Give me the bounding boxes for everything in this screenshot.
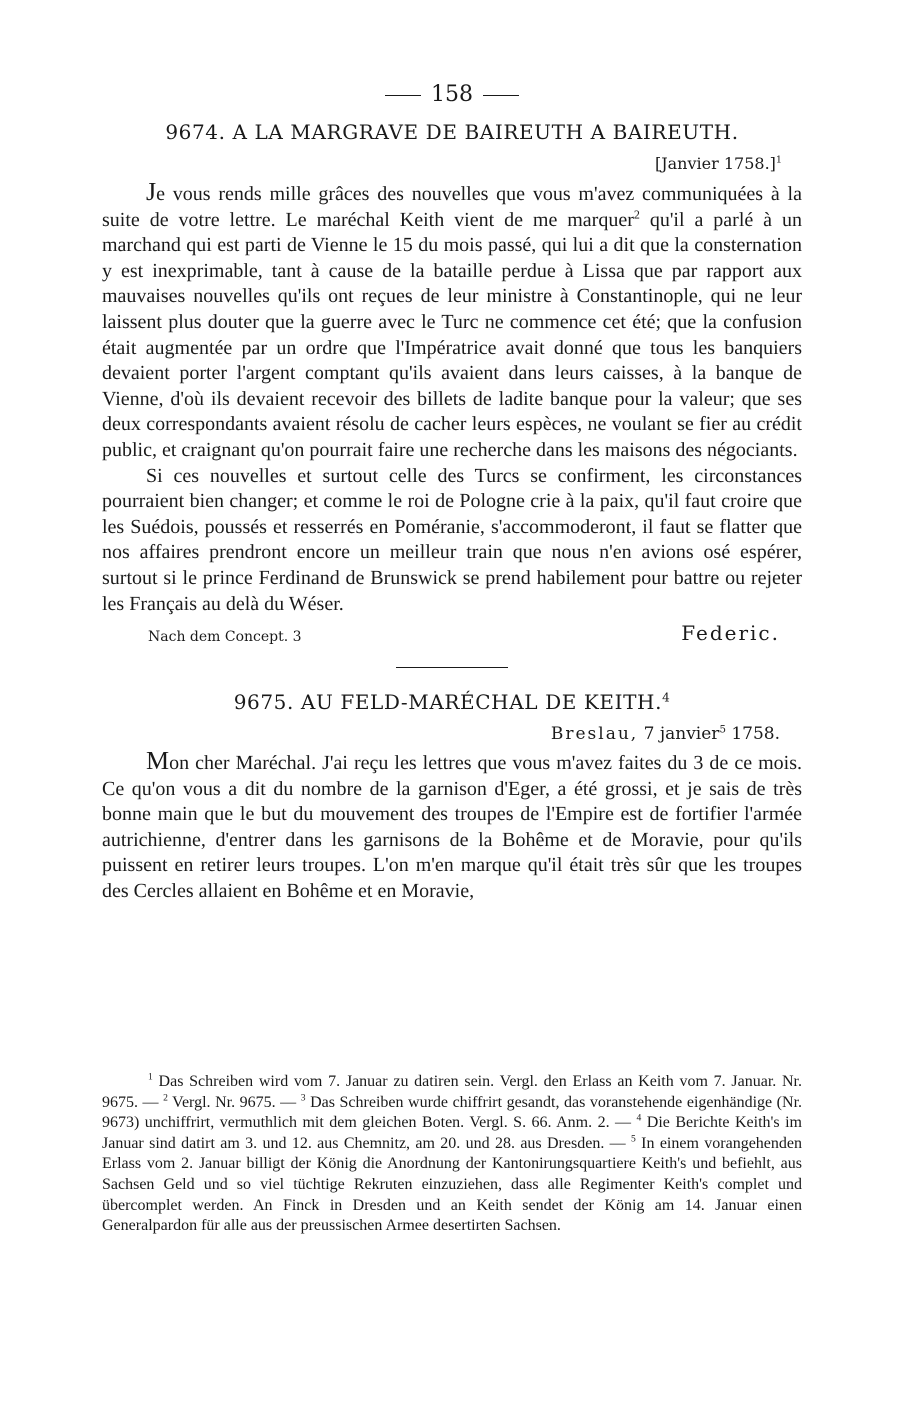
letter-9674-paragraph-1 bbox=[102, 179, 802, 464]
letter-9675-year: 1758. bbox=[731, 724, 780, 745]
letter-9674-signature: Federic. bbox=[681, 621, 780, 646]
page-number-line bbox=[102, 80, 802, 110]
letter-9674-closing bbox=[102, 621, 802, 651]
footnotes bbox=[102, 1072, 802, 1237]
page-number-dash-left bbox=[385, 95, 421, 96]
footnote-ref-1: 1 bbox=[775, 154, 782, 166]
letter-9675-title-text: 9675. AU FELD-MARÉCHAL DE KEITH. bbox=[233, 690, 663, 715]
footnote-ref-4: 4 bbox=[662, 690, 671, 705]
footnote-mark-3: 3 bbox=[300, 1092, 306, 1104]
footnote-mark-4: 4 bbox=[636, 1112, 642, 1124]
footnote-5: In einem vorangehenden Erlass vom 2. Januar billigt der König die Anordnung der Kantonirungsquartiere Keith's und befiehlt, aus Sachsen Geld und so viel tüchtige Rekruten einzuziehen, dass alle Regimenter Keith's complet und übercomplet werden. An Finck in Dresden und an Keith sendet der König am 14. Januar einen Generalpardon für alle aus der preussischen Armee desertirten Sachsen. bbox=[102, 1134, 803, 1235]
footnote-mark-1: 1 bbox=[148, 1071, 153, 1083]
letter-9674-paragraph-1-text: Je vous rends mille grâces des nouvelles que vous m'avez communiquées à la suite de votre lettre. Le maréchal Keith vient de me marquer bbox=[102, 177, 802, 231]
letter-9675-dateline bbox=[102, 724, 780, 744]
footnote-ref-3: 3 bbox=[292, 629, 302, 646]
letter-9674-paragraph-1-rest: qu'il a parlé à un marchand qui est parti de Vienne le 15 du mois passé, qui lui a dit que la consternation y est inexprimable, tant à cause de la bataille perdue à Lissa que par rapport aux mauvaises nouvelles qu'ils ont reçues de leur ministre à Constantinople, qui ne leur laissent plus douter que la guerre avec le Turc ne commence cet été; que la confusion était augmentée par un ordre que l'Impératrice avait donné que tous les banquiers devaient porter l'argent comptant qu'ils avaient dans leurs caisses, à la banque de Vienne, d'où ils devaient recevoir des billets de ladite banque pour la valeur; que ses deux correspondants avaient résolu de cacher leurs espèces, ne voulant se fier au crédit public, et craignant qu'on pourrait faire une recherche dans les maisons des négociants. bbox=[102, 208, 802, 461]
letter-9674-source bbox=[148, 629, 302, 645]
letter-9675-date: 7 janvier bbox=[643, 724, 720, 745]
letter-9674-paragraph-2: Si ces nouvelles et surtout celle des Turcs se confirment, les circonstances pourraient bien changer; et comme le roi de Pologne crie à la paix, qu'il faut croire que les Suédois, poussés et resserrés en Poméranie, s'accommoderont, il faut se flatter que nos affaires prendront encore un meilleur train que nous n'en avions osé espérer, surtout si le prince Ferdinand de Brunswick se prend habilement pour battre ou rejeter les Français au delà du Wéser. bbox=[102, 464, 802, 615]
page-body bbox=[102, 80, 802, 905]
footnote-mark-5: 5 bbox=[631, 1133, 636, 1145]
footnote-3: Das Schreiben wurde chiffrirt gesandt, das voranstehende eigenhändige (Nr. 9673) unchiffrirt, vermuthlich mit dem gleichen Boten. Vergl. S. 66. Anm. 2. — bbox=[102, 1093, 803, 1132]
letter-9674-title: 9674. A LA MARGRAVE DE BAIREUTH A BAIREUTH. bbox=[165, 120, 739, 144]
footnote-ref-2: 2 bbox=[633, 206, 640, 221]
footnote-1: Das Schreiben wird vom 7. Januar zu datiren sein. Vergl. den Erlass an Keith vom 7. Januar. Nr. 9675. — bbox=[102, 1073, 802, 1111]
letter-9674-date bbox=[102, 154, 782, 173]
footnote-4: Die Berichte Keith's im Januar sind datirt am 3. und 12. aus Chemnitz, am 20. und 28. aus Dresden. — bbox=[102, 1114, 803, 1152]
page-number: 158 bbox=[431, 82, 473, 107]
footnote-ref-5: 5 bbox=[719, 724, 726, 736]
letter-9675-paragraph-1: Mon cher Maréchal. J'ai reçu les lettres que vous m'avez faites du 3 de ce mois. Ce qu'on vous a dit du nombre de la garnison d'Eger, a été grossi, et je sais de très bonne main que le but du mouvement des troupes de l'Empire est de fortifier l'armée autrichienne, d'entrer dans les garnisons de la Bohême et de Moravie, pour qu'ils puissent en retirer leurs troupes. L'on m'en marque qu'il était très sûr que les troupes des Cercles allaient en Bohême et en Moravie, bbox=[102, 746, 802, 903]
section-divider bbox=[396, 667, 508, 668]
letter-9674-date-text: [Janvier 1758.] bbox=[654, 154, 776, 173]
letter-9675-title bbox=[102, 690, 802, 714]
letter-9674-source-text: Nach dem Concept. bbox=[148, 629, 289, 646]
page-number-dash-right bbox=[483, 95, 519, 96]
footnote-2: Vergl. Nr. 9675. — bbox=[167, 1093, 301, 1111]
footnote-mark-2: 2 bbox=[163, 1092, 168, 1104]
letter-9675-place: Breslau, bbox=[550, 724, 639, 745]
